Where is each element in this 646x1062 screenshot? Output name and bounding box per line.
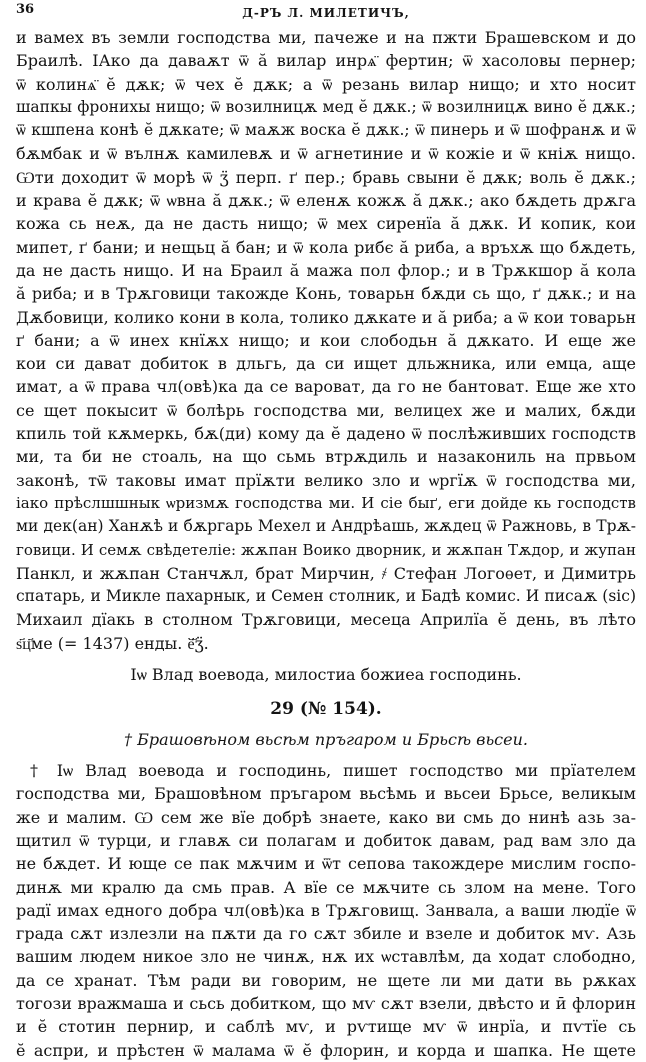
text-line: мипет, ґ бани; и нещьц ӑ бан; и ѿ кола рибє ӑ риба, а връхѫ що бѫдеть,	[16, 237, 636, 257]
text-line: спатарь, и Микле пахарнык, и Семен столник, и Бадѣ комис. И писаѫ (sic)	[16, 587, 636, 606]
text-line: да не дасть нищо. И на Браил ӑ мажа пол флор.; и в Трѫкшор ӑ кола	[16, 260, 636, 280]
text-line: господства ми, Брашовѣном пръгаром вьсѣмь и вьсеи Брьсе, великым	[16, 784, 636, 804]
document-body	[16, 26, 636, 1062]
text-line: вашим людем никое зло не чинѫ, нѫ их ѡставлѣм, да ходат слободно,	[16, 947, 636, 967]
text-line: Дѫбовици, колико кони в кола, толико дѫкате и ӑ риба; а ѿ кои товарьн	[16, 307, 636, 327]
running-head: Д-РЪ Л. МИЛЕТИЧЪ,	[242, 6, 410, 20]
text-line: Михаил дїакь в столном Трѫговици, месеца Априлїа ӗ день, въ лѣто	[16, 610, 636, 630]
text-line: щитил ѿ турци, и главѫ си полагам и добиток давам, рад вам зло да	[16, 830, 636, 850]
text-line: и ӗ стотин пернир, и саблѣ мѵ, и рѵтище мѵ ѿ инрїа, и пѵтїе сь	[16, 1017, 636, 1037]
text-line: іако прѣслшшнык ѡризмѫ господства ми. И сіе быґ, еги дойде кь господств	[16, 493, 636, 512]
text-line: ѿ колинѧ̈ ӗ дѫк; ѿ чех ӗ дѫк; а ѿ резань вилар нищо; и хто носит	[16, 74, 636, 94]
page-number: 36	[16, 2, 35, 17]
text-line: Браилѣ. ІАко да даваѫт ѿ ӑ вилар инрѧ̈ фертин; ѿ хасоловы пернер;	[16, 51, 636, 71]
text-line: ѕ҃ц҃ме (= 1437) енды. ӗ҃ӡ̈.	[16, 633, 209, 653]
text-line: ми, та би не стоаль, на що сьмь втрѫдиль и назакониль на првьом	[16, 447, 636, 467]
text-line: ӗ аспри, и прѣстен ѿ малама ѿ ӗ флорин, и корда и шапка. Не щете	[16, 1040, 636, 1060]
charter-paragraph-1	[16, 26, 636, 655]
text-line: се щет покысит ѿ болѣрь господства ми, велицех же и малих, бѫди	[16, 400, 636, 420]
text-line: кои си дават добиток в дльгь, да си ищет дльжника, или емца, аще	[16, 354, 636, 374]
signature-line: Іѡ Влад воевода, милостиа божиеа господинь.	[130, 665, 522, 685]
text-line: да се хранат. Тѣм ради ви говорим, не щете ли ми дати вь рѫках	[16, 970, 636, 990]
text-line: града сѫт излезли на пѫти да го сѫт збиле и взеле и добиток мѵ. Азь	[16, 924, 636, 944]
text-line: ґ бани; а ѿ инех кнїѫх нищо; и кои слободьн ӑ дѫкато. И еще же	[16, 330, 636, 350]
charter-paragraph-2	[16, 759, 636, 1062]
text-line: и крава ӗ дѫк; ѿ ѡвна ӑ дѫк.; ѿ еленѫ кожѫ ӑ дѫк.; ако бѫдеть дрѫга	[16, 191, 636, 211]
text-line: ми дек(ан) Ханѫѣ и бѫргарь Мехел и Андрѣашь, жѫдец ѿ Ражновь, в Трѫ-	[16, 517, 636, 536]
text-line: и вамех въ земли господства ми, пачеже и на пжти Брашевском и до	[16, 28, 636, 47]
text-line: имат, а ѿ права чл(овѣ)ка да се вароват, да го не бантоват. Еще же хто	[16, 377, 636, 397]
page-header	[16, 0, 636, 26]
text-line: кпиль той кѫмеркь, бѫ(ди) кому да ӗ дадено ѿ послѣживших господств	[16, 424, 636, 444]
text-line: динѫ ми кралю да смь прав. А вїе се мѫчите сь злом на мене. Того	[16, 877, 636, 897]
text-line: не бѫдет. И юще се пак мѫчим и ѿт сепова такождере мислим госпо-	[16, 854, 636, 874]
text-line: радї имах едного добра чл(овѣ)ка в Трѫговищ. Занвала, а ваши людїе ѿ	[16, 900, 636, 920]
text-line: Ѡти доходит ѿ морѣ ѿ ӡ̈ перп. ґ пер.; бравь свыни ӗ дѫк; воль ӗ дѫк.;	[16, 167, 636, 187]
document-number: 29 (№ 154).	[270, 699, 382, 720]
text-line: бѫмбак и ѿ вълнѫ камилевѫ и ѿ агнетиние и ѿ кожіе и ѿ кніѫ нищо.	[16, 144, 636, 164]
text-line: ѿ кшпена конѣ ӗ дѫкате; ѿ маѫж воска ӗ дѫк.; ѿ пинерь и ѿ шофранѫ и ѿ	[16, 121, 636, 140]
document-title: † Брашовѣном вьсѣм пръгаром и Брьсѣ вьсеи.	[124, 730, 528, 750]
text-line: тогози вражмаша и сьсь добитком, що мѵ сѫт взели, двѣсто и ӣ флорин	[16, 993, 636, 1013]
text-line: же и малим. Ѡ сем же вїе добрѣ знаете, како ви смь до нинѣ азь за-	[16, 807, 636, 827]
text-line: ӑ риба; и в Трѫговици такожде Конь, товарьн бѫди сь що, ґ дѫк.; и на	[16, 284, 636, 304]
text-line: Панкл, и жѫпан Станчѫл, брат Мирчин, ҂ Стефан Логоѳет, и Димитрь	[16, 563, 636, 583]
text-line: кожа сь неѫ, да не дасть нищо; ѿ мех сиренїа ӑ дѫк. И копик, кои	[16, 214, 636, 234]
text-line: законѣ, тѿ таковы имат прїѫти велико зло и ѡргїѫ ѿ господства ми,	[16, 470, 636, 490]
text-line: шапкы фронихы нищо; ѿ возилницѫ мед ӗ дѫк.; ѿ возилницѫ вино ӗ дѫк.;	[16, 97, 636, 116]
text-line: † Іѡ Влад воевода и господинь, пишет господство ми прїателем	[30, 761, 636, 781]
text-line: говици. И семѫ свѣдетеліе: жѫпан Воико дворник, и жѫпан Тѫдор, и жупан	[16, 540, 636, 559]
